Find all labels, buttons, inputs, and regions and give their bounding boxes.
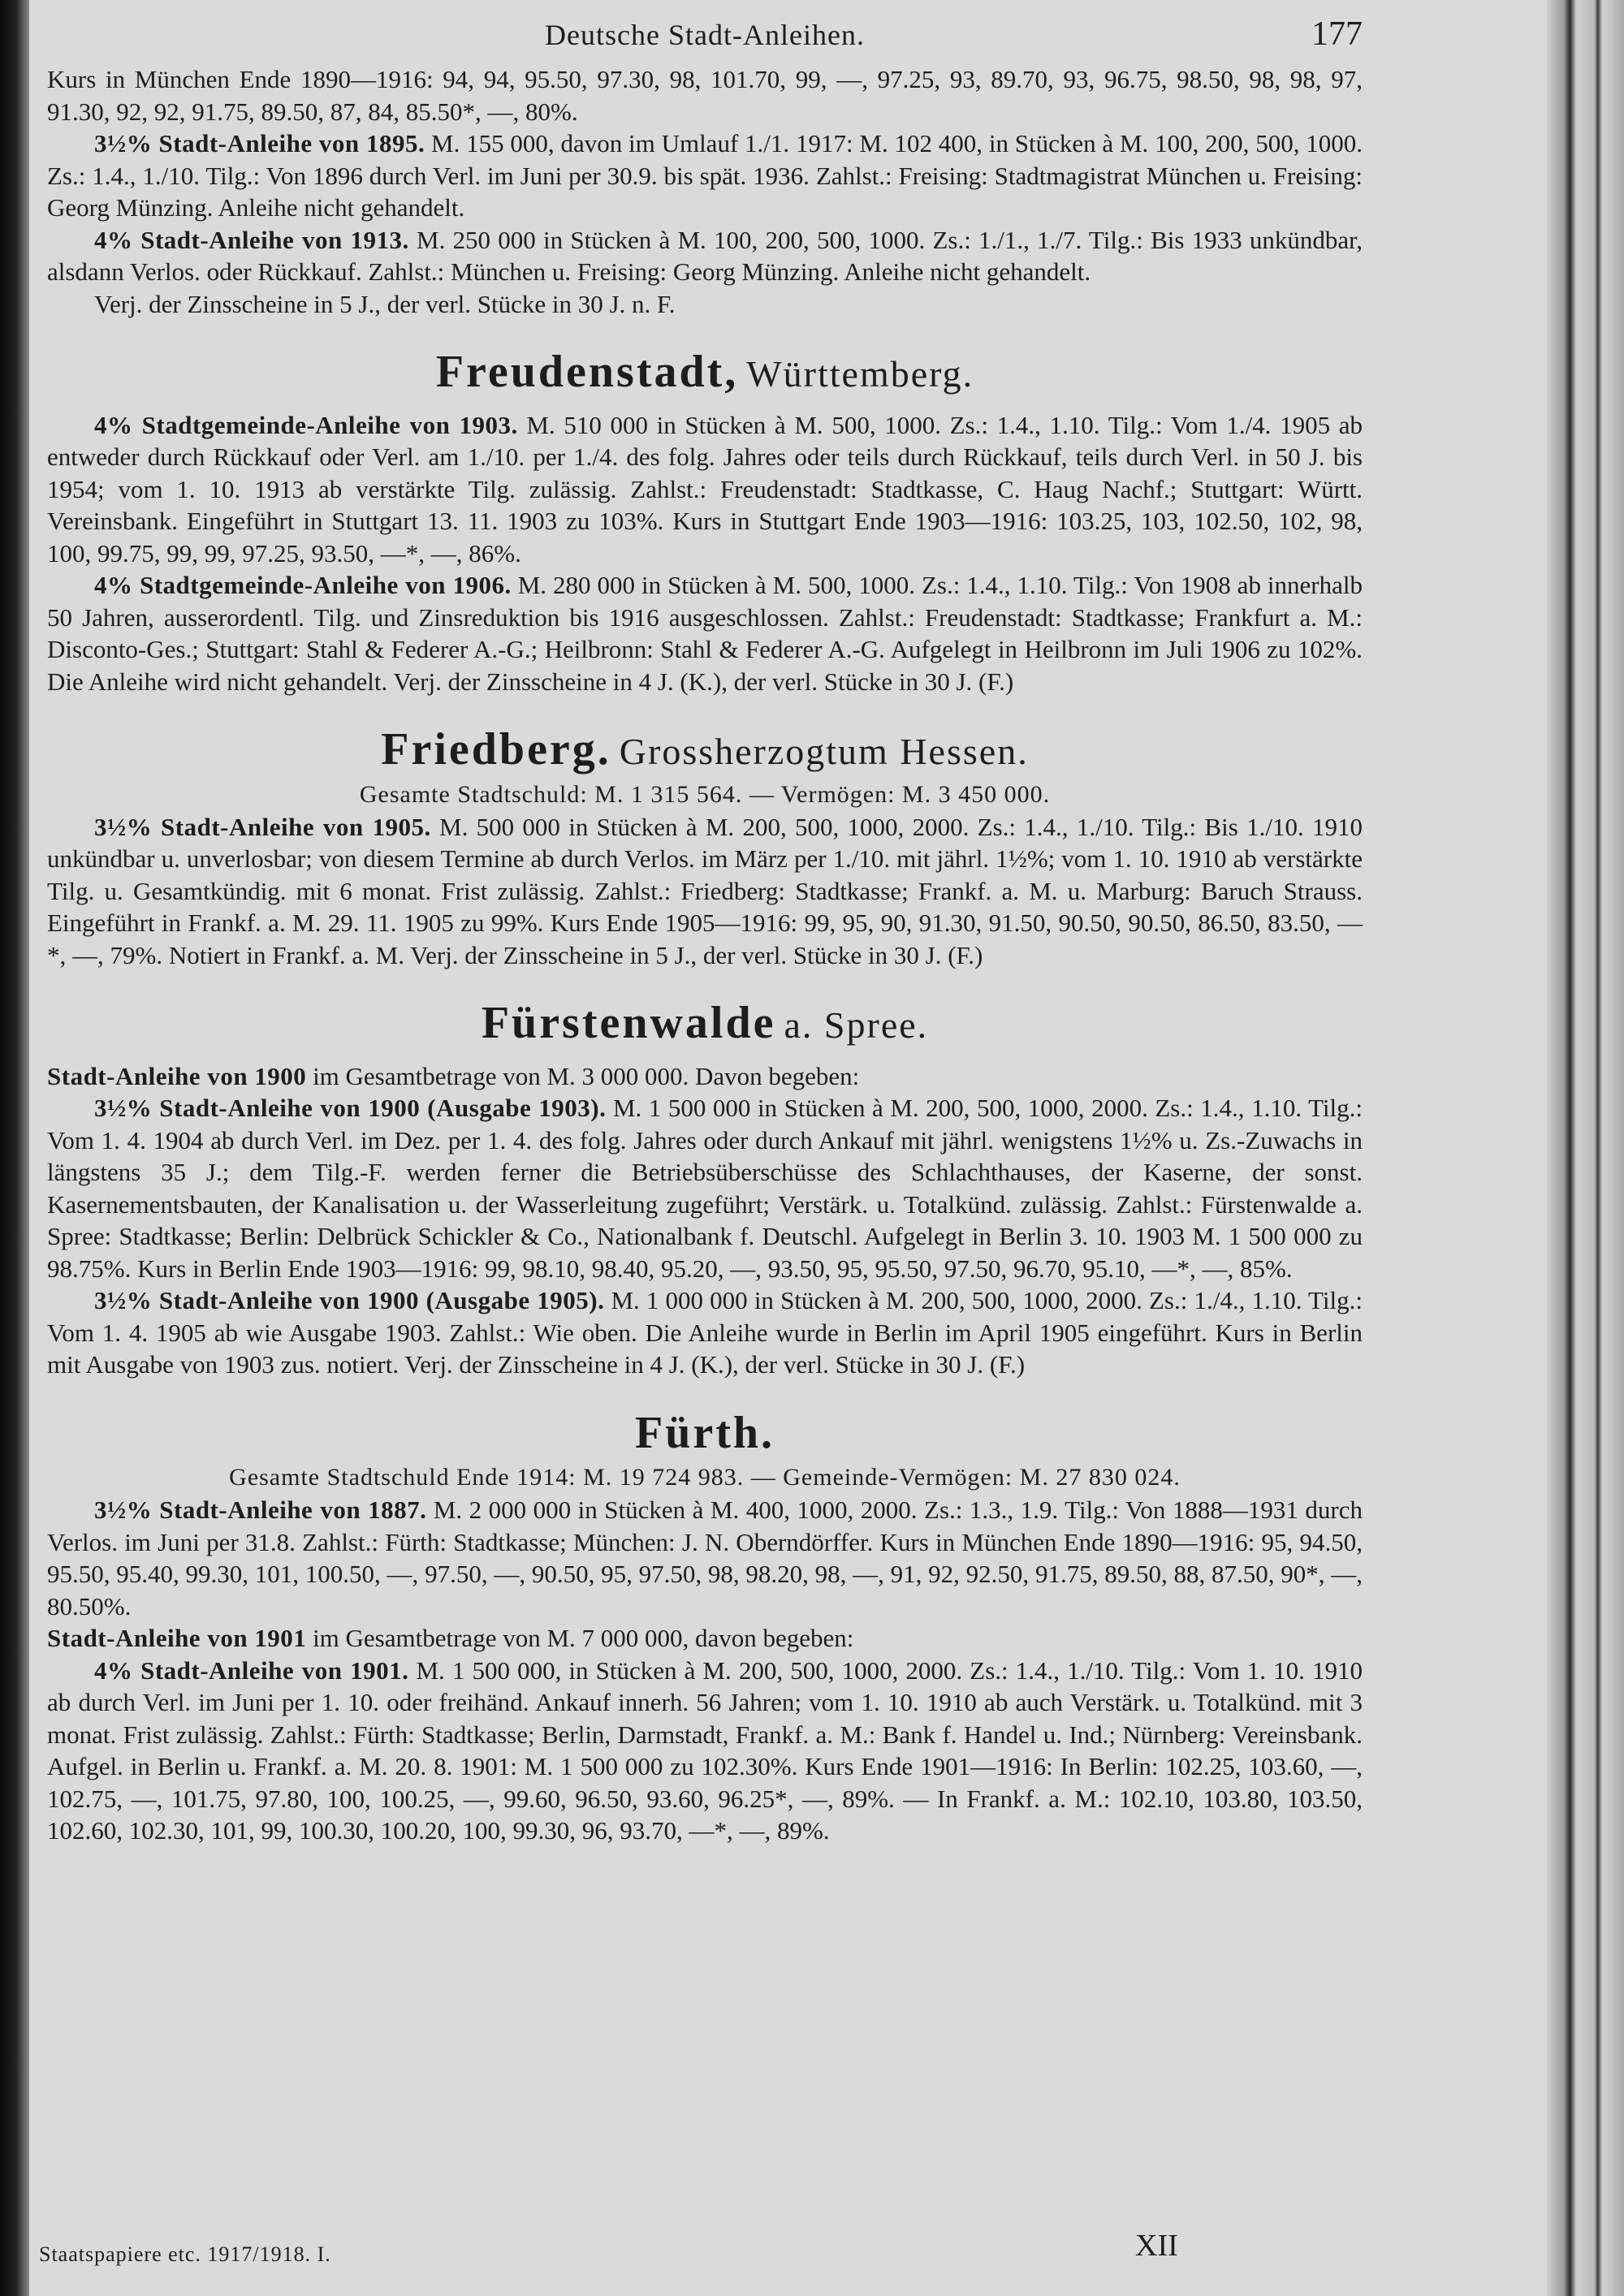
region-name: Grossherzogtum Hessen. (619, 731, 1029, 773)
city-name: Freudenstadt, (435, 347, 739, 397)
paragraph-text: M. 280 000 in Stücken à M. 500, 1000. Zs.: 1.4., 1.10. Tilg.: Von 1908 ab innerhalb 50 Jahren, ausserordentl. Tilg. und Zinsreduktion bis 1916 ausgeschlossen. Zahlst.: Freudenstadt: Stadtkasse; Frankfurt a. M.: Disconto-Ges.; Stuttgart: Stahl & Federer A.-G.; Heilbronn: Stahl & Federer A.-G. Aufgelegt in Heilbronn im Juli 1906 zu 102%. Die Anleihe wird nicht gehandelt. Verj. der Zinsscheine in 4 J. (K.), der verl. Stücke in 30 J. (F.) (47, 571, 1363, 696)
region-name: Württemberg. (746, 353, 974, 395)
paragraph (47, 1060, 1363, 1093)
debt-summary: Gesamte Stadtschuld Ende 1914: M. 19 724 983. — Gemeinde-Vermögen: M. 27 830 024. (229, 1464, 1181, 1491)
intro-block (47, 63, 1363, 320)
bond-title: 3½% Stadt-Anleihe von 1905. (94, 812, 431, 841)
section-heading (47, 347, 1363, 398)
paragraph-text: M. 2 000 000 in Stücken à M. 400, 1000, 2000. Zs.: 1.3., 1.9. Tilg.: Von 1888—1931 durch Verlos. im Juni per 31.8. Zahlst.: Fürth: Stadtkasse; München: J. N. Oberndörffer. Kurs in München Ende 1890—1916: 95, 94.50, 95.50, 95.40, 99.30, 101, 100.50, —, 97.50, —, 90.50, 95, 97.50, 98, 98.20, 98, —, 91, 92, 92.50, 91.75, 89.50, 88, 87.50, 90*, —, 80.50%. (47, 1495, 1363, 1621)
section-heading (47, 1409, 1363, 1459)
paragraph-text: M. 155 000, davon im Umlauf 1./1. 1917: M. 102 400, in Stücken à M. 100, 200, 500, 1000. Zs.: 1.4., 1./10. Tilg.: Von 1896 durch Verl. im Juni per 30.9. bis spät. 1936. Zahlst.: Freising: Stadtmagistrat München u. Freising: Georg Münzing. Anleihe nicht gehandelt. (47, 129, 1363, 222)
footer-publication: Staatspapiere etc. 1917/1918. I. (39, 2242, 331, 2266)
paragraph (47, 811, 1363, 972)
city-name: Friedberg. (381, 724, 611, 775)
bond-title: Stadt-Anleihe von 1900 (47, 1061, 307, 1090)
paragraph-text: M. 250 000 in Stücken à M. 100, 200, 500, 1000. Zs.: 1./1., 1./7. Tilg.: Bis 1933 unkündbar, alsdann Verlos. oder Rückkauf. Zahlst.: München u. Freising: Georg Münzing. Anleihe nicht gehandelt. (47, 225, 1363, 286)
paragraph (47, 569, 1363, 697)
bond-title: 3½% Stadt-Anleihe von 1895. (94, 129, 425, 158)
page-edge-right (1547, 0, 1624, 2296)
bond-title: 4% Stadt-Anleihe von 1913. (94, 225, 409, 254)
paragraph-text: M. 510 000 in Stücken à M. 500, 1000. Zs.: 1.4., 1.10. Tilg.: Vom 1./4. 1905 ab entweder durch Rückkauf oder Verl. am 1./10. per 1./4. des folg. Jahres oder teils durch Rückkauf, teils durch Verl. in 50 J. bis 1954; vom 1. 10. 1913 ab verstärkte Tilg. zulässig. Zahlst.: Freudenstadt: Stadtkasse, C. Haug Nachf.; Stuttgart: Württ. Vereinsbank. Eingeführt in Stuttgart 13. 11. 1903 zu 103%. Kurs in Stuttgart Ende 1903—1916: 103.25, 103, 102.50, 102, 98, 100, 99.75, 99, 99, 97.25, 93.50, —*, —, 86%. (47, 410, 1363, 568)
bond-title: 4% Stadt-Anleihe von 1901. (94, 1655, 409, 1685)
paragraph (47, 1622, 1363, 1655)
running-title: Deutsche Stadt-Anleihen. (545, 19, 865, 51)
paragraph (47, 288, 1363, 321)
city-name: Fürth. (635, 1407, 775, 1458)
paragraph-text: im Gesamtbetrage von M. 3 000 000. Davon begeben: (306, 1061, 860, 1090)
section-fuerth (47, 1409, 1363, 1847)
paragraph (47, 1092, 1363, 1284)
paragraph (47, 127, 1363, 224)
paragraph (47, 1284, 1363, 1381)
paragraph-text: im Gesamtbetrage von M. 7 000 000, davon begeben: (306, 1624, 854, 1653)
section-heading (47, 725, 1363, 775)
paragraph-text: M. 500 000 in Stücken à M. 200, 500, 1000, 2000. Zs.: 1.4., 1./10. Tilg.: Bis 1./10. 1910 unkündbar u. unverlosbar; von diesem Termine ab durch Verlos. im März per 1./10. mit jährl. 1½%; vom 1. 10. 1910 ab verstärkte Tilg. u. Gesamtkündig. mit 6 monat. Frist zulässig. Zahlst.: Friedberg: Stadtkasse; Frankf. a. M. u. Marburg: Baruch Strauss. Eingeführt in Frankf. a. M. 29. 11. 1905 zu 99%. Kurs Ende 1905—1916: 99, 95, 90, 91.30, 91.50, 90.50, 90.50, 86.50, 83.50, —*, —, 79%. Notiert in Frankf. a. M. Verj. der Zinsscheine in 5 J., der verl. Stücke in 30 J. (F.) (47, 812, 1363, 969)
section-freudenstadt (47, 347, 1363, 697)
city-name: Fürstenwalde (481, 998, 776, 1049)
paragraph (47, 409, 1363, 570)
paragraph-text: M. 1 000 000 in Stücken à M. 200, 500, 1000, 2000. Zs.: 1./4., 1.10. Tilg.: Vom 1. 4. 1905 ab wie Ausgabe 1903. Zahlst.: Wie oben. Die Anleihe wurde in Berlin im April 1905 eingeführt. Kurs in Berlin mit Ausgabe von 1903 zus. notiert. Verj. der Zinsscheine in 4 J. (K.), der verl. Stücke in 30 J. (F.) (47, 1286, 1363, 1379)
paragraph (47, 1655, 1363, 1847)
document-page (47, 15, 1363, 2280)
bond-title: 3½% Stadt-Anleihe von 1900 (Ausgabe 1903). (94, 1094, 607, 1123)
bond-title: 4% Stadtgemeinde-Anleihe von 1903. (94, 410, 518, 439)
paragraph-text: Verj. der Zinsscheine in 5 J., der verl. Stücke in 30 J. n. F. (94, 289, 676, 318)
section-friedberg (47, 725, 1363, 971)
page-number: 177 (1311, 15, 1363, 53)
page-footer (39, 2228, 1510, 2265)
bond-title: 3½% Stadt-Anleihe von 1887. (94, 1495, 427, 1525)
debt-summary: Gesamte Stadtschuld: M. 1 315 564. — Vermögen: M. 3 450 000. (359, 780, 1051, 808)
footer-signature-mark: XII (1135, 2229, 1178, 2263)
region-name: a. Spree. (784, 1004, 929, 1047)
paragraph-text: Kurs in München Ende 1890—1916: 94, 94, 95.50, 97.30, 98, 101.70, 99, —, 97.25, 93, 89.70, 93, 96.75, 98.50, 98, 98, 97, 91.30, 92, 92, 91.75, 89.50, 87, 84, 85.50*, —, 80%. (47, 65, 1363, 126)
bond-title: 3½% Stadt-Anleihe von 1900 (Ausgabe 1905). (94, 1286, 605, 1315)
bond-title: Stadt-Anleihe von 1901 (47, 1624, 307, 1653)
paragraph (47, 63, 1363, 127)
running-header (47, 15, 1363, 63)
section-fuerstenwalde (47, 999, 1363, 1381)
paragraph (47, 1494, 1363, 1622)
section-heading (47, 999, 1363, 1049)
paragraph-text: M. 1 500 000 in Stücken à M. 200, 500, 1000, 2000. Zs.: 1.4., 1.10. Tilg.: Vom 1. 4. 1904 ab durch Verl. im Dez. per 1. 4. des folg. Jahres oder durch Ankauf mit jährl. wenigstens 1½% u. Zs.-Zuwachs in längstens 35 J.; dem Tilg.-F. werden ferner die Betriebsüberschüsse des Schlachthauses, der Kaserne, der sonst. Kasernementsbauten, der Kanalisation u. der Wasserleitung zugeführt; Verstärk. u. Totalkünd. zulässig. Zahlst.: Fürstenwalde a. Spree: Stadtkasse; Berlin: Delbrück Schickler & Co., Nationalbank f. Deutschl. Aufgelegt in Berlin 3. 10. 1903 M. 1 500 000 zu 98.75%. Kurs in Berlin Ende 1903—1916: 99, 98.10, 98.40, 95.20, —, 93.50, 95, 95.50, 97.50, 96.70, 95.10, —*, —, 85%. (47, 1094, 1363, 1283)
book-spine-left (0, 0, 29, 2296)
paragraph (47, 224, 1363, 288)
paragraph-text: M. 1 500 000, in Stücken à M. 200, 500, 1000, 2000. Zs.: 1.4., 1./10. Tilg.: Vom 1. 10. 1910 ab durch Verl. im Juni per 1. 10. oder freihänd. Ankauf innerh. 56 Jahren; vom 1. 10. 1910 ab auch Verstärk. u. Totalkünd. mit 3 monat. Frist zulässig. Zahlst.: Fürth: Stadtkasse; Berlin, Darmstadt, Frankf. a. M.: Bank f. Handel u. Ind.; Nürnberg: Vereinsbank. Aufgel. in Berlin u. Frankf. a. M. 20. 8. 1901: M. 1 500 000 zu 102.30%. Kurs Ende 1901—1916: In Berlin: 102.25, 103.60, —, 102.75, —, 101.75, 97.80, 100, 100.25, —, 99.60, 96.50, 93.60, 96.25*, —, 89%. — In Frankf. a. M.: 102.10, 103.80, 103.50, 102.60, 102.30, 101, 99, 100.30, 100.20, 100, 99.30, 96, 93.70, —*, —, 89%. (47, 1655, 1363, 1845)
bond-title: 4% Stadtgemeinde-Anleihe von 1906. (94, 571, 512, 600)
